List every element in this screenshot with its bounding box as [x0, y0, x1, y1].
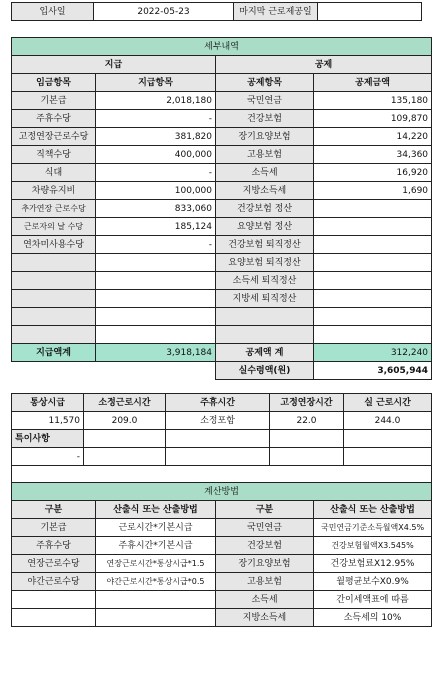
col-deduct-amount: 공제금액: [314, 74, 432, 92]
deduct-amount: [314, 218, 432, 236]
spacer-row: [12, 308, 432, 326]
calc-item2: 장기요양보험: [216, 555, 314, 573]
table-row: [12, 272, 432, 290]
detail-table: [11, 37, 432, 380]
table-row: [12, 164, 432, 182]
calc-item: 주휴수당: [12, 537, 96, 555]
table-row: [12, 92, 432, 110]
actual-hours-value: 244.0: [344, 412, 432, 430]
table-row: [12, 182, 432, 200]
pay-item: 기본급: [12, 92, 96, 110]
calc-col-item: 구분: [12, 501, 96, 519]
calc-col-item2: 구분: [216, 501, 314, 519]
table-row: [12, 537, 432, 555]
pay-amount: -: [96, 110, 216, 128]
calc-formula: 근로시간*기본시급: [96, 519, 216, 537]
table-row: [12, 110, 432, 128]
notes-value: -: [12, 448, 84, 466]
deduct-amount: [314, 200, 432, 218]
pay-amount: 100,000: [96, 182, 216, 200]
deduct-item: 요양보험 퇴직정산: [216, 254, 314, 272]
pay-amount: -: [96, 164, 216, 182]
pay-amount: 833,060: [96, 200, 216, 218]
table-row: [12, 128, 432, 146]
hire-date-value: 2022-05-23: [94, 3, 234, 21]
deduct-amount: 14,220: [314, 128, 432, 146]
net-pay-value: 3,605,944: [314, 362, 432, 380]
deduct-item: 지방소득세: [216, 182, 314, 200]
deduct-item: 소득세 퇴직정산: [216, 272, 314, 290]
deduct-header: 공제: [216, 56, 432, 74]
pay-amount: 2,018,180: [96, 92, 216, 110]
deduct-item: 건강보험: [216, 110, 314, 128]
col-deduct-item: 공제항목: [216, 74, 314, 92]
calc-item: [12, 609, 96, 627]
calc-table: [11, 482, 432, 627]
calc-formula2: 월평균보수X0.9%: [314, 573, 432, 591]
calc-col-formula: 산출식 또는 산출방법: [96, 501, 216, 519]
contract-hours-value: 209.0: [84, 412, 166, 430]
table-row: [12, 573, 432, 591]
table-row: [12, 146, 432, 164]
pay-item: [12, 254, 96, 272]
pay-amount: 400,000: [96, 146, 216, 164]
col-pay-amount: 지급항목: [96, 74, 216, 92]
table-row: [12, 555, 432, 573]
last-work-label: 마지막 근로제공일: [234, 3, 318, 21]
total-deduct-label: 공제액 계: [216, 344, 314, 362]
notes-label: 특이사항: [12, 430, 84, 448]
pay-item: 고정연장근로수당: [12, 128, 96, 146]
pay-amount: 381,820: [96, 128, 216, 146]
deduct-amount: [314, 254, 432, 272]
hours-table: [11, 393, 432, 484]
calc-formula: 야간근로시간*통상시급*0.5: [96, 573, 216, 591]
calc-item2: 국민연금: [216, 519, 314, 537]
deduct-amount: 16,920: [314, 164, 432, 182]
table-row: [12, 591, 432, 609]
calc-formula2: 건강보험월액X3.545%: [314, 537, 432, 555]
deduct-item: 국민연금: [216, 92, 314, 110]
table-row: [12, 236, 432, 254]
fixed-overtime-label: 고정연장시간: [270, 394, 344, 412]
calc-formula: [96, 591, 216, 609]
pay-header: 지급: [12, 56, 216, 74]
pay-item: 직책수당: [12, 146, 96, 164]
deduct-amount: 34,360: [314, 146, 432, 164]
table-row: [12, 254, 432, 272]
deduct-item: 고용보험: [216, 146, 314, 164]
calc-formula: [96, 609, 216, 627]
pay-item: 식대: [12, 164, 96, 182]
deduct-item: 지방세 퇴직정산: [216, 290, 314, 308]
pay-amount: [96, 272, 216, 290]
deduct-amount: 109,870: [314, 110, 432, 128]
pay-item: 주휴수당: [12, 110, 96, 128]
total-pay-value: 3,918,184: [96, 344, 216, 362]
calc-item: 연장근로수당: [12, 555, 96, 573]
deduct-item: 건강보험 퇴직정산: [216, 236, 314, 254]
pay-item: [12, 290, 96, 308]
weekly-holiday-hours-label: 주휴시간: [166, 394, 270, 412]
pay-item: 근로자의 날 수당: [12, 218, 96, 236]
total-deduct-value: 312,240: [314, 344, 432, 362]
deduct-item: 장기요양보험: [216, 128, 314, 146]
deduct-amount: [314, 272, 432, 290]
deduct-item: 건강보험 정산: [216, 200, 314, 218]
col-pay-item: 임금항목: [12, 74, 96, 92]
calc-item: [12, 591, 96, 609]
spacer-row: [12, 466, 432, 484]
deduct-amount: [314, 290, 432, 308]
net-row: [12, 362, 432, 380]
calc-item2: 건강보험: [216, 537, 314, 555]
hire-date-label: 입사일: [12, 3, 94, 21]
table-row: [12, 609, 432, 627]
pay-amount: 185,124: [96, 218, 216, 236]
calc-formula: 연장근로시간*통상시급*1.5: [96, 555, 216, 573]
table-row: [12, 218, 432, 236]
pay-amount: [96, 290, 216, 308]
actual-hours-label: 실 근로시간: [344, 394, 432, 412]
hourly-wage-label: 통상시급: [12, 394, 84, 412]
pay-amount: -: [96, 236, 216, 254]
calc-formula2: 소득세의 10%: [314, 609, 432, 627]
calc-item2: 고용보험: [216, 573, 314, 591]
total-pay-label: 지급액계: [12, 344, 96, 362]
last-work-value: [318, 3, 422, 21]
deduct-amount: 1,690: [314, 182, 432, 200]
calc-item: 기본급: [12, 519, 96, 537]
calc-formula: 주휴시간*기본시급: [96, 537, 216, 555]
table-row: [12, 519, 432, 537]
calc-item: 야간근로수당: [12, 573, 96, 591]
calc-formula2: 국민연금기준소득월액X4.5%: [314, 519, 432, 537]
calc-item2: 지방소득세: [216, 609, 314, 627]
deduct-amount: [314, 236, 432, 254]
calc-col-formula2: 산출식 또는 산출방법: [314, 501, 432, 519]
pay-item: 추가연장 근로수당: [12, 200, 96, 218]
net-pay-label: 실수령액(원): [216, 362, 314, 380]
calc-title: 계산방법: [12, 483, 432, 501]
deduct-amount: 135,180: [314, 92, 432, 110]
detail-title: 세부내역: [12, 38, 432, 56]
fixed-overtime-value: 22.0: [270, 412, 344, 430]
spacer-row: [12, 326, 432, 344]
pay-item: [12, 272, 96, 290]
table-row: [12, 200, 432, 218]
calc-formula2: 간이세액표에 따름: [314, 591, 432, 609]
deduct-item: 소득세: [216, 164, 314, 182]
hourly-wage-value: 11,570: [12, 412, 84, 430]
weekly-holiday-hours-value: 소정포함: [166, 412, 270, 430]
pay-item: 차량유지비: [12, 182, 96, 200]
totals-row: [12, 344, 432, 362]
pay-amount: [96, 254, 216, 272]
calc-item2: 소득세: [216, 591, 314, 609]
table-row: [12, 290, 432, 308]
deduct-item: 요양보험 정산: [216, 218, 314, 236]
calc-formula2: 건강보험료X12.95%: [314, 555, 432, 573]
pay-item: 연차미사용수당: [12, 236, 96, 254]
hire-info-table: [11, 2, 422, 21]
contract-hours-label: 소정근로시간: [84, 394, 166, 412]
